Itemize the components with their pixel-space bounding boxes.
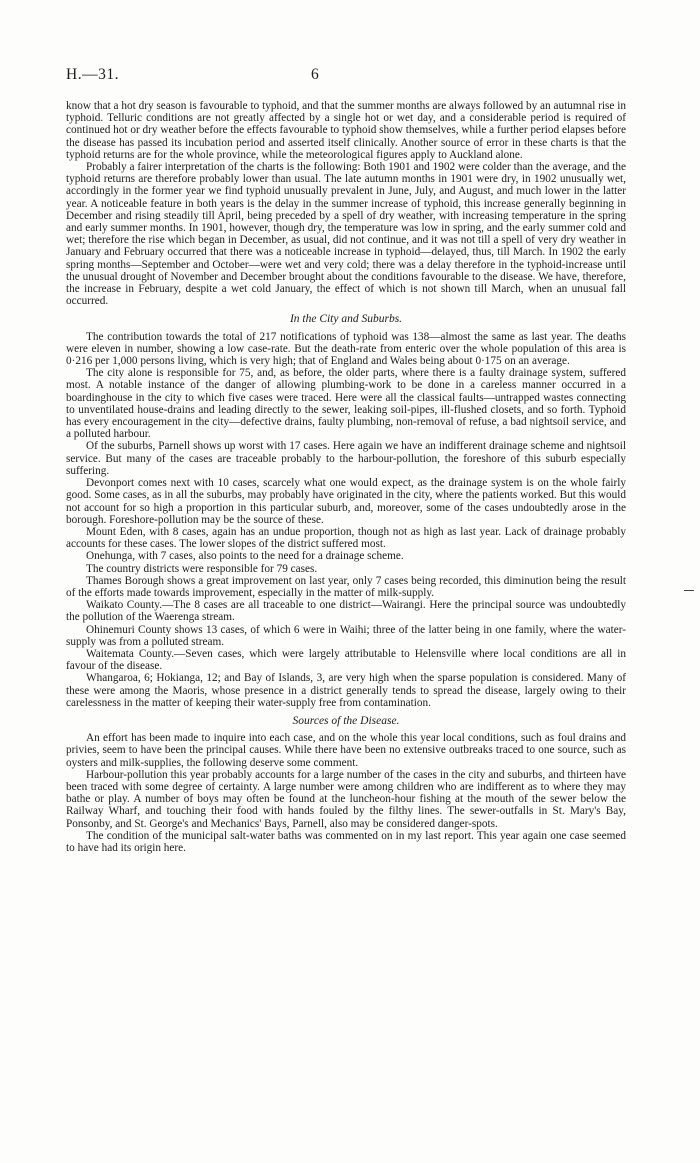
section-heading-sources: Sources of the Disease. xyxy=(292,714,400,727)
page-header xyxy=(66,66,626,88)
paragraph: know that a hot dry season is favourable to typhoid, and that the summer months are always followed by an autumnal rise in typhoid. Telluric conditions are not greatly affected by a single hot or wet day, and a considerable period is required of continued hot or dry weather before the effects favourable to typhoid show themselves, while a further period elapses before the disease has passed its incubation period and asserted itself clinically. Another source of error in these charts is that the typhoid returns are for the whole province, while the meteorological figures apply to Auckland alone. xyxy=(66,100,626,161)
paragraph: The contribution towards the total of 217 notifications of typhoid was 138—almost the same as last year. The deaths were eleven in number, showing a low case-rate. But the death-rate from enteric over the whole population of this area is 0·216 per 1,000 persons living, which is very high; that of England and Wales being about 0·175 on an average. xyxy=(66,330,626,368)
paragraph: Waikato County.—The 8 cases are all traceable to one district—Wairangi. Here the principal source was undoubtedly the pollution of the Waerenga stream. xyxy=(66,599,626,624)
paragraph: Of the suburbs, Parnell shows up worst with 17 cases. Here again we have an indifferent drainage scheme and nightsoil service. But many of the cases are traceable probably to the harbour-pollution, the foreshore of this suburb especially suffering. xyxy=(66,440,626,477)
margin-mark xyxy=(684,590,694,591)
paragraph: Thames Borough shows a great improvement on last year, only 7 cases being recorded, this diminution being the result of the efforts made towards improvement, especially in the matter of milk-supply. xyxy=(66,574,626,599)
page-number: 6 xyxy=(311,66,320,83)
paragraph: The country districts were responsible for 79 cases. xyxy=(86,562,318,575)
paragraph: Waitemata County.—Seven cases, which were largely attributable to Helensville where local conditions are all in favour of the disease. xyxy=(66,647,626,673)
paragraph: Mount Eden, with 8 cases, again has an undue proportion, though not as high as last year. Lack of drainage probably accounts for these cases. The lower slopes of the district suffered most. xyxy=(66,525,626,551)
paragraph: Probably a fairer interpretation of the charts is the following: Both 1901 and 1902 were colder than the average, and the typhoid returns are therefore probably lower than usual. The late autumn months in 1901 were dry, in 1902 unusually wet, accordingly in the former year we find typhoid unusually prevalent in June, July, and August, and much lower in the latter year. A noticeable feature in both years is the delay in the summer increase of typhoid, this increase generally beginning in December and rising steadily till April, being preceded by a spell of dry weather, with increasing temperature in the spring and early summer months. In 1901, however, though dry, the temperature was low in spring, and the early summer cold and wet; therefore the rise which began in December, as usual, did not continue, and it was not till a spell of very dry weather in January and February occurred that there was a noticeable increase in typhoid—delayed, thus, till March. In 1902 the early spring months—September and October—were wet and very cold; there was a delay therefore in the typhoid-increase until the unusual drought of November and December brought about the conditions favourable to the disease. We have, therefore, the increase in February, despite a wet cold January, the effect of which is not shown till March, when an unusual fall occurred. xyxy=(66,161,626,308)
paragraph: The condition of the municipal salt-water baths was commented on in my last report. This year again one case seemed to have had its origin here. xyxy=(66,829,626,854)
paragraph: An effort has been made to inquire into each case, and on the whole this year local conditions, such as foul drains and privies, seem to have been the principal causes. While there have been no extensive outbreaks traced to one source, such as oysters and milk-supplies, the following deserve some comment. xyxy=(66,732,626,769)
paragraph: Ohinemuri County shows 13 cases, of which 6 were in Waihi; three of the latter being in one family, where the water-supply was from a polluted stream. xyxy=(66,623,626,648)
body-text xyxy=(66,100,626,854)
document-reference: H.—31. xyxy=(66,66,119,83)
paragraph: Whangaroa, 6; Hokianga, 12; and Bay of Islands, 3, are very high when the sparse population is considered. Many of these were among the Maoris, whose presence in a district generally tends to spread the disease, largely owing to their carelessness in the matter of keeping their water-supply free from contamination. xyxy=(66,672,626,709)
paragraph: Onehunga, with 7 cases, also points to the need for a drainage scheme. xyxy=(86,550,404,563)
paragraph: The city alone is responsible for 75, and, as before, the older parts, where there is a faulty drainage system, suffered most. A notable instance of the danger of allowing plumbing-work to be done in a careless manner occurred in a boardinghouse in the city to which five cases were traced. Here were all the classical faults—untrapped wastes connecting to unventilated house-drains and leading directly to the sewer, leaking soil-pipes, ill-flushed closets, and so forth. Typhoid has every encouragement in the city—defective drains, faulty plumbing, non-removal of refuse, a bad nightsoil service, and a polluted harbour. xyxy=(66,367,626,441)
section-heading-city-suburbs: In the City and Suburbs. xyxy=(289,313,403,326)
paragraph: Harbour-pollution this year probably accounts for a large number of the cases in the city and suburbs, and thirteen have been traced with some degree of certainty. A large number were among children who are indifferent as to where they may bathe or play. A number of boys may often be found at the luncheon-hour fishing at the mouth of the sewer below the Railway Wharf, and touching their food with hands fouled by the filthy lines. The sewer-outfalls in St. Mary's Bay, Ponsonby, and St. George's and Mechanics' Bays, Parnell, also may be considered danger-spots. xyxy=(66,768,626,830)
paragraph: Devonport comes next with 10 cases, scarcely what one would expect, as the drainage system is on the whole fairly good. Some cases, as in all the suburbs, may probably have originated in the city, where the patients worked. But this would not account for so high a proportion in this particular suburb, and, moreover, some of the cases undoubtedly arose in the borough. Foreshore-pollution may be the source of these. xyxy=(66,477,626,526)
